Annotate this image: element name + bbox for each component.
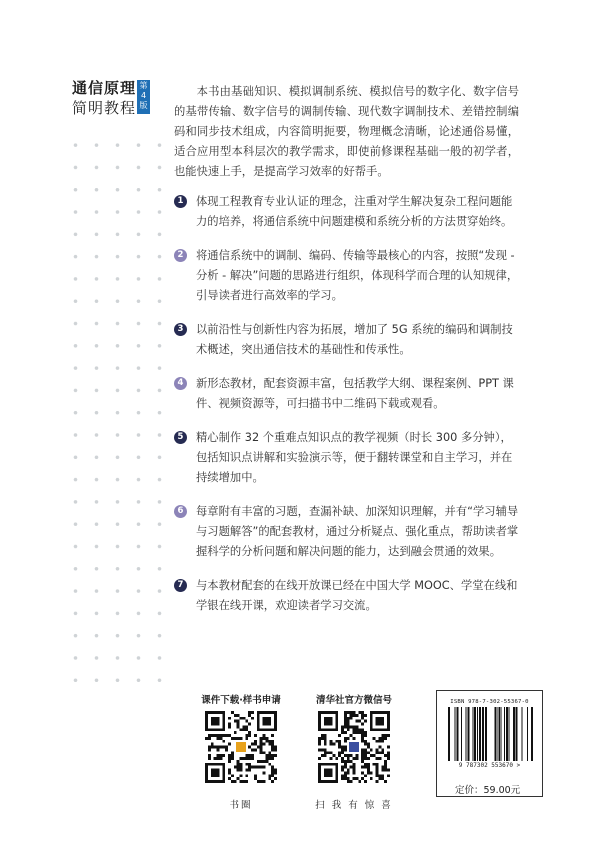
item-number-badge: 5 bbox=[174, 431, 187, 444]
feature-item bbox=[174, 320, 519, 360]
qr-right bbox=[304, 692, 404, 811]
intro-paragraph: 本书由基础知识、模拟调制系统、模拟信号的数字化、数字信号的基带传输、数字信号的调制传输、现代数字调制技术、差错控制编码和同步技术组成，内容简明扼要，物理概念清晰，论述通俗易懂，适合应用型本科层次的教学需求，即使前修课程基础一般的初学者，也能快速上手，是提高学习效率的好帮手。 bbox=[174, 85, 519, 178]
item-number-badge: 3 bbox=[174, 323, 187, 336]
feature-item bbox=[174, 246, 519, 306]
feature-text: 新形态教材，配套资源丰富，包括教学大纲、课程案例、PPT 课件、视频资源等，可扫描书中二维码下载或观看。 bbox=[196, 377, 514, 410]
feature-text: 将通信系统中的调制、编码、传输等最核心的内容，按照“发现 - 分析 - 解决”问题的思路进行组织，体现科学而合理的认知规律，引导读者进行高效率的学习。 bbox=[196, 249, 519, 302]
feature-text: 以前沿性与创新性内容为拓展，增加了 5G 系统的编码和调制技术概述，突出通信技术的基础性和传承性。 bbox=[196, 323, 513, 356]
qr-right-label: 扫 我 有 惊 喜 bbox=[315, 800, 393, 811]
feature-text: 精心制作 32 个重难点知识点的教学视频（时长 300 多分钟），包括知识点讲解和实验演示等，便于翻转课堂和自主学习，并在持续增加中。 bbox=[196, 431, 513, 484]
feature-item bbox=[174, 428, 519, 488]
book-title bbox=[72, 79, 136, 117]
decorative-dot-grid bbox=[65, 134, 170, 694]
qr-code-icon[interactable] bbox=[318, 711, 390, 783]
qr-left-caption: 课件下载·样书申请 bbox=[201, 695, 281, 706]
feature-text: 体现工程教育专业认证的理念，注重对学生解决复杂工程问题能力的培养，将通信系统中问题建模和系统分析的方法贯穿始终。 bbox=[196, 195, 513, 228]
isbn-number: ISBN 978-7-302-55367-0 bbox=[450, 699, 529, 705]
item-number-badge: 6 bbox=[174, 505, 187, 518]
price-label: 定价：59.00元 bbox=[455, 785, 521, 796]
item-number-badge: 1 bbox=[174, 195, 187, 208]
barcode-digits: 9 787302 553670 > bbox=[458, 762, 521, 769]
feature-text: 每章附有丰富的习题，查漏补缺、加深知识理解，并有“学习辅导与习题解答”的配套教材，通过分析疑点、强化重点，帮助读者掌握科学的分析问题和解决问题的能力，达到融会贯通的效果。 bbox=[196, 505, 519, 558]
item-number-badge: 2 bbox=[174, 249, 187, 262]
barcode-icon bbox=[445, 707, 535, 761]
isbn-barcode bbox=[436, 690, 543, 797]
title-line-2: 简明教程 bbox=[72, 99, 137, 117]
feature-list bbox=[174, 192, 519, 630]
qr-left bbox=[193, 692, 289, 811]
feature-item bbox=[174, 374, 519, 414]
feature-item bbox=[174, 192, 519, 232]
feature-text: 与本教材配套的在线开放课已经在中国大学 MOOC、学堂在线和学银在线开课，欢迎读者学习交流。 bbox=[196, 579, 518, 612]
item-number-badge: 7 bbox=[174, 579, 187, 592]
edition-badge: 第4版 bbox=[137, 80, 150, 114]
qr-code-icon[interactable] bbox=[205, 711, 277, 783]
qr-right-caption: 清华社官方微信号 bbox=[315, 695, 392, 706]
feature-item bbox=[174, 576, 519, 616]
feature-item bbox=[174, 502, 519, 562]
title-line-1: 通信原理 bbox=[72, 79, 137, 97]
qr-left-label: 书圈 bbox=[229, 800, 253, 811]
item-number-badge: 4 bbox=[174, 377, 187, 390]
